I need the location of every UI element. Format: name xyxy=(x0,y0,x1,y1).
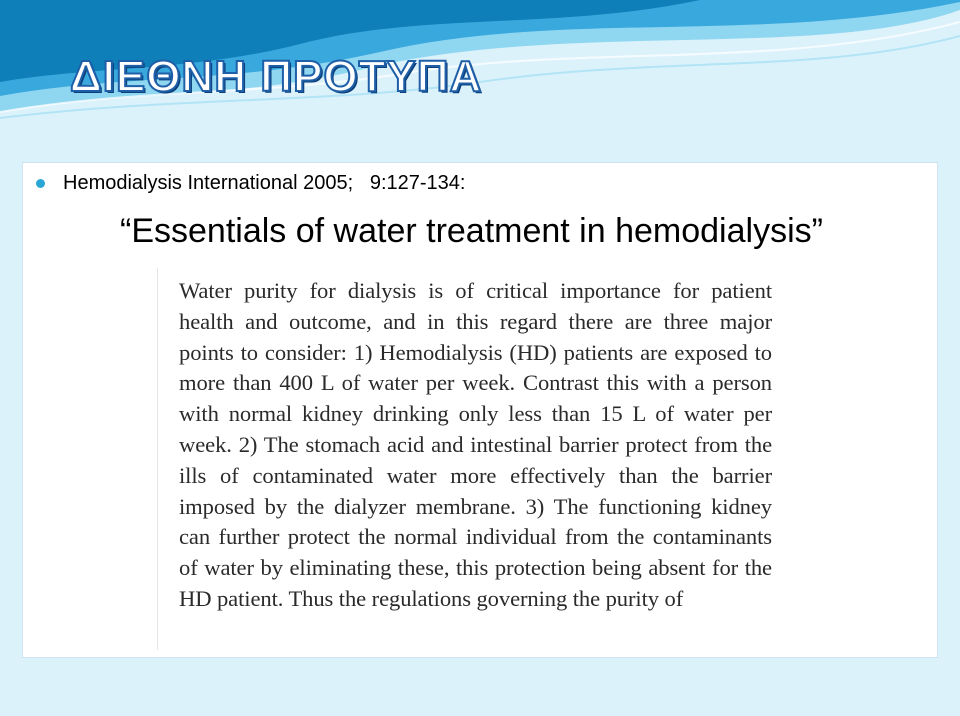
citation-text: Hemodialysis International 2005; 9:127-134: xyxy=(63,172,466,194)
citation-bullet xyxy=(36,172,465,195)
bullet-dot-icon xyxy=(36,179,45,188)
scanned-excerpt xyxy=(157,268,788,650)
excerpt-text: Water purity for dialysis is of critical importance for patient health and outcome, and in this regard there are three major points to consider: 1) Hemodialysis (HD) patients are exposed to more than 400 L of water per week. Contrast this with a person with normal kidney drinking only less than 15 L of water per week. 2) The stomach acid and intestinal barrier protect from the ills of contaminated water more effectively than the barrier imposed by the dialyzer membrane. 3) The functioning kidney can further protect the normal individual from the contaminants of water by eliminating these, this protection being absent for the HD patient. Thus the regulations governing the purity of xyxy=(179,278,772,611)
slide-title: ΔΙΕΘΝΗ ΠΡΟΤΥΠΑ xyxy=(70,52,483,101)
article-title: “Essentials of water treatment in hemodialysis” xyxy=(120,212,823,250)
